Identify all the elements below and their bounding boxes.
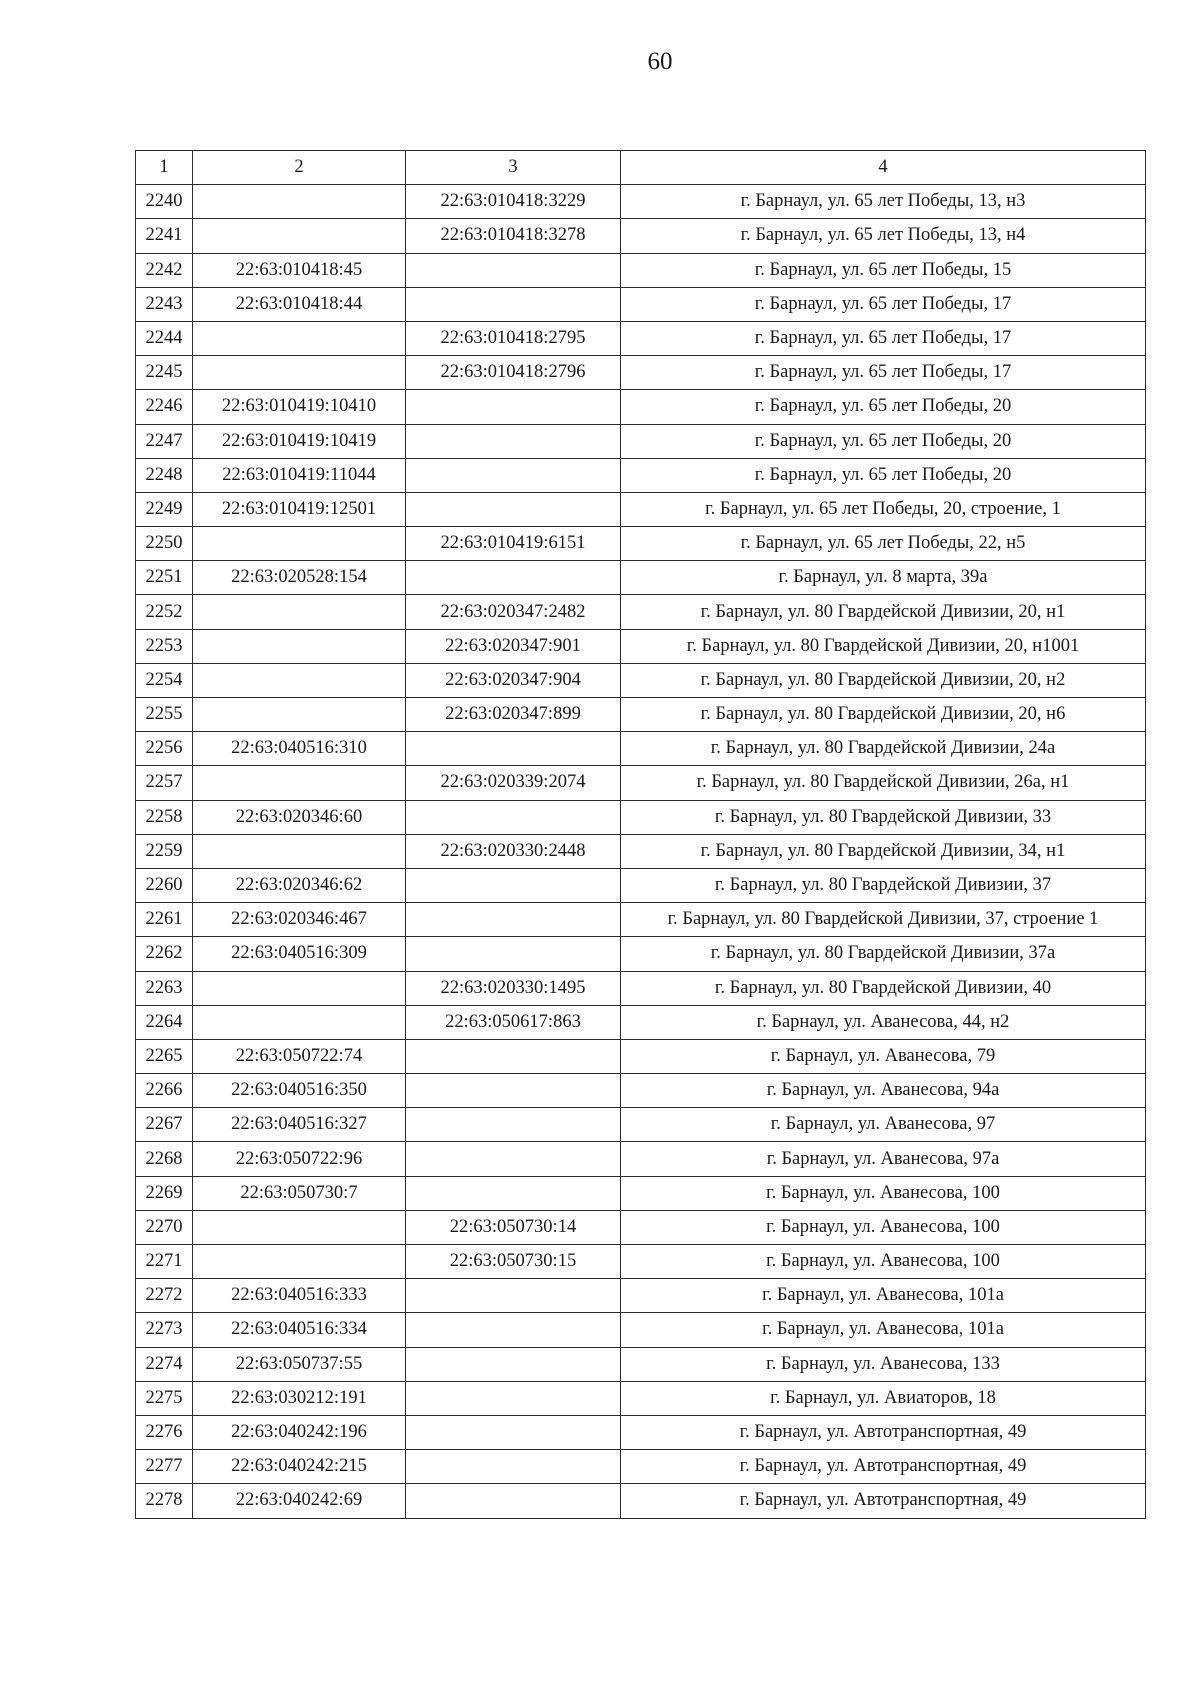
cadastral-number-land-cell: 22:63:010419:11044 [193,458,406,492]
row-number-cell: 2240 [136,185,193,219]
address-cell: г. Барнаул, ул. 80 Гвардейской Дивизии, 34, н1 [621,834,1146,868]
cadastral-number-land-cell: 22:63:040516:327 [193,1108,406,1142]
cadastral-number-land-cell: 22:63:050722:96 [193,1142,406,1176]
row-number-cell: 2241 [136,219,193,253]
table-row [136,185,1146,219]
row-number-cell: 2267 [136,1108,193,1142]
address-cell: г. Барнаул, ул. Автотранспортная, 49 [621,1415,1146,1449]
address-cell: г. Барнаул, ул. 65 лет Победы, 13, н4 [621,219,1146,253]
address-cell: г. Барнаул, ул. 65 лет Победы, 17 [621,321,1146,355]
cadastral-number-building-cell: 22:63:010419:6151 [406,527,621,561]
cadastral-number-land-cell: 22:63:040516:333 [193,1279,406,1313]
address-cell: г. Барнаул, ул. Аванесова, 100 [621,1176,1146,1210]
table-row [136,561,1146,595]
table-row [136,1313,1146,1347]
row-number-cell: 2251 [136,561,193,595]
row-number-cell: 2263 [136,971,193,1005]
table-row [136,1415,1146,1449]
cadastral-number-land-cell [193,698,406,732]
row-number-cell: 2242 [136,253,193,287]
address-cell: г. Барнаул, ул. Авиаторов, 18 [621,1381,1146,1415]
address-cell: г. Барнаул, ул. Аванесова, 100 [621,1210,1146,1244]
cadastral-number-building-cell [406,1176,621,1210]
address-cell: г. Барнаул, ул. Аванесова, 97 [621,1108,1146,1142]
cadastral-number-building-cell [406,424,621,458]
cadastral-number-land-cell [193,1005,406,1039]
row-number-cell: 2266 [136,1074,193,1108]
table-row [136,424,1146,458]
table-row [136,629,1146,663]
table-row [136,527,1146,561]
cadastral-number-land-cell: 22:63:050737:55 [193,1347,406,1381]
address-cell: г. Барнаул, ул. Аванесова, 101а [621,1313,1146,1347]
address-cell: г. Барнаул, ул. 80 Гвардейской Дивизии, 37а [621,937,1146,971]
table-row [136,1039,1146,1073]
table-row [136,971,1146,1005]
cadastral-number-building-cell [406,1108,621,1142]
column-header-4: 4 [621,151,1146,185]
address-cell: г. Барнаул, ул. 65 лет Победы, 20 [621,424,1146,458]
address-cell: г. Барнаул, ул. Аванесова, 100 [621,1245,1146,1279]
table-row [136,458,1146,492]
address-cell: г. Барнаул, ул. 80 Гвардейской Дивизии, 20, н1001 [621,629,1146,663]
address-cell: г. Барнаул, ул. Аванесова, 44, н2 [621,1005,1146,1039]
address-cell: г. Барнаул, ул. 65 лет Победы, 17 [621,356,1146,390]
address-cell: г. Барнаул, ул. 80 Гвардейской Дивизии, 40 [621,971,1146,1005]
row-number-cell: 2278 [136,1484,193,1518]
row-number-cell: 2259 [136,834,193,868]
table-body [136,185,1146,1518]
table-row [136,1005,1146,1039]
cadastral-number-land-cell [193,834,406,868]
address-cell: г. Барнаул, ул. Аванесова, 133 [621,1347,1146,1381]
page-number: 60 [647,48,673,75]
row-number-cell: 2245 [136,356,193,390]
registry-table [135,150,1146,1519]
cadastral-number-land-cell: 22:63:040516:334 [193,1313,406,1347]
row-number-cell: 2258 [136,800,193,834]
cadastral-number-land-cell [193,1210,406,1244]
table-row [136,766,1146,800]
table-row [136,903,1146,937]
cadastral-number-building-cell: 22:63:020330:1495 [406,971,621,1005]
cadastral-number-building-cell [406,1142,621,1176]
cadastral-number-building-cell [406,1313,621,1347]
address-cell: г. Барнаул, ул. 65 лет Победы, 13, н3 [621,185,1146,219]
address-cell: г. Барнаул, ул. Аванесова, 94а [621,1074,1146,1108]
table-row [136,868,1146,902]
address-cell: г. Барнаул, ул. 65 лет Победы, 20, строение, 1 [621,492,1146,526]
cadastral-number-building-cell [406,937,621,971]
row-number-cell: 2248 [136,458,193,492]
cadastral-number-building-cell [406,1415,621,1449]
table-row [136,732,1146,766]
cadastral-number-land-cell [193,356,406,390]
address-cell: г. Барнаул, ул. 65 лет Победы, 17 [621,287,1146,321]
table-row [136,1176,1146,1210]
address-cell: г. Барнаул, ул. 80 Гвардейской Дивизии, 26а, н1 [621,766,1146,800]
cadastral-number-land-cell: 22:63:020346:467 [193,903,406,937]
cadastral-number-building-cell: 22:63:010418:2795 [406,321,621,355]
cadastral-number-land-cell: 22:63:010419:12501 [193,492,406,526]
cadastral-number-building-cell [406,1074,621,1108]
cadastral-number-building-cell [406,1484,621,1518]
cadastral-number-building-cell [406,800,621,834]
cadastral-number-land-cell: 22:63:040242:196 [193,1415,406,1449]
address-cell: г. Барнаул, ул. Автотранспортная, 49 [621,1484,1146,1518]
address-cell: г. Барнаул, ул. Аванесова, 79 [621,1039,1146,1073]
table-row [136,253,1146,287]
row-number-cell: 2264 [136,1005,193,1039]
row-number-cell: 2260 [136,868,193,902]
address-cell: г. Барнаул, ул. 80 Гвардейской Дивизии, 20, н2 [621,663,1146,697]
cadastral-number-land-cell [193,321,406,355]
table-row [136,1074,1146,1108]
cadastral-number-land-cell [193,663,406,697]
table-row [136,492,1146,526]
row-number-cell: 2271 [136,1245,193,1279]
table-row [136,321,1146,355]
cadastral-number-land-cell: 22:63:040242:215 [193,1450,406,1484]
row-number-cell: 2275 [136,1381,193,1415]
row-number-cell: 2276 [136,1415,193,1449]
cadastral-number-land-cell: 22:63:040516:309 [193,937,406,971]
table-row [136,1279,1146,1313]
table-row [136,1347,1146,1381]
cadastral-number-building-cell [406,390,621,424]
cadastral-number-land-cell: 22:63:040516:310 [193,732,406,766]
row-number-cell: 2268 [136,1142,193,1176]
cadastral-number-building-cell: 22:63:020347:904 [406,663,621,697]
table-row [136,800,1146,834]
cadastral-number-land-cell [193,629,406,663]
address-cell: г. Барнаул, ул. 80 Гвардейской Дивизии, 37 [621,868,1146,902]
cadastral-number-building-cell: 22:63:050617:863 [406,1005,621,1039]
row-number-cell: 2256 [136,732,193,766]
cadastral-number-building-cell: 22:63:010418:3229 [406,185,621,219]
table-row [136,1108,1146,1142]
cadastral-number-building-cell [406,458,621,492]
address-cell: г. Барнаул, ул. 80 Гвардейской Дивизии, 24а [621,732,1146,766]
row-number-cell: 2250 [136,527,193,561]
cadastral-number-land-cell [193,1245,406,1279]
address-cell: г. Барнаул, ул. 80 Гвардейской Дивизии, 33 [621,800,1146,834]
cadastral-number-building-cell: 22:63:020330:2448 [406,834,621,868]
cadastral-number-land-cell: 22:63:020346:60 [193,800,406,834]
row-number-cell: 2243 [136,287,193,321]
row-number-cell: 2247 [136,424,193,458]
table-row [136,287,1146,321]
table-row [136,1450,1146,1484]
address-cell: г. Барнаул, ул. 65 лет Победы, 20 [621,458,1146,492]
row-number-cell: 2254 [136,663,193,697]
cadastral-number-land-cell: 22:63:030212:191 [193,1381,406,1415]
cadastral-number-building-cell: 22:63:050730:14 [406,1210,621,1244]
address-cell: г. Барнаул, ул. 80 Гвардейской Дивизии, 20, н6 [621,698,1146,732]
row-number-cell: 2252 [136,595,193,629]
cadastral-number-building-cell: 22:63:020347:2482 [406,595,621,629]
table-row [136,1484,1146,1518]
cadastral-number-building-cell [406,561,621,595]
column-header-2: 2 [193,151,406,185]
row-number-cell: 2270 [136,1210,193,1244]
cadastral-number-building-cell [406,492,621,526]
cadastral-number-land-cell: 22:63:040242:69 [193,1484,406,1518]
row-number-cell: 2262 [136,937,193,971]
cadastral-number-land-cell: 22:63:010419:10419 [193,424,406,458]
cadastral-number-land-cell [193,595,406,629]
cadastral-number-building-cell [406,868,621,902]
table-row [136,595,1146,629]
row-number-cell: 2272 [136,1279,193,1313]
table-row [136,937,1146,971]
table-row [136,663,1146,697]
cadastral-number-land-cell [193,971,406,1005]
cadastral-number-land-cell [193,219,406,253]
cadastral-number-building-cell: 22:63:020339:2074 [406,766,621,800]
cadastral-number-building-cell: 22:63:010418:2796 [406,356,621,390]
row-number-cell: 2253 [136,629,193,663]
row-number-cell: 2277 [136,1450,193,1484]
row-number-cell: 2244 [136,321,193,355]
cadastral-number-building-cell: 22:63:010418:3278 [406,219,621,253]
cadastral-number-land-cell [193,527,406,561]
cadastral-number-building-cell: 22:63:020347:899 [406,698,621,732]
row-number-cell: 2257 [136,766,193,800]
cadastral-number-land-cell [193,766,406,800]
cadastral-number-building-cell [406,1450,621,1484]
column-header-1: 1 [136,151,193,185]
row-number-cell: 2261 [136,903,193,937]
address-cell: г. Барнаул, ул. Аванесова, 101а [621,1279,1146,1313]
column-header-3: 3 [406,151,621,185]
cadastral-number-land-cell: 22:63:020346:62 [193,868,406,902]
cadastral-number-building-cell: 22:63:020347:901 [406,629,621,663]
row-number-cell: 2269 [136,1176,193,1210]
address-cell: г. Барнаул, ул. 8 марта, 39а [621,561,1146,595]
table-row [136,834,1146,868]
cadastral-number-land-cell: 22:63:010418:45 [193,253,406,287]
row-number-cell: 2246 [136,390,193,424]
table-row [136,1142,1146,1176]
address-cell: г. Барнаул, ул. 65 лет Победы, 22, н5 [621,527,1146,561]
address-cell: г. Барнаул, ул. 65 лет Победы, 20 [621,390,1146,424]
cadastral-number-building-cell [406,732,621,766]
cadastral-number-land-cell: 22:63:050722:74 [193,1039,406,1073]
address-cell: г. Барнаул, ул. 80 Гвардейской Дивизии, 20, н1 [621,595,1146,629]
table-row [136,1381,1146,1415]
cadastral-number-building-cell [406,287,621,321]
cadastral-number-land-cell: 22:63:050730:7 [193,1176,406,1210]
address-cell: г. Барнаул, ул. Автотранспортная, 49 [621,1450,1146,1484]
address-cell: г. Барнаул, ул. 80 Гвардейской Дивизии, 37, строение 1 [621,903,1146,937]
cadastral-number-building-cell: 22:63:050730:15 [406,1245,621,1279]
table-row [136,1245,1146,1279]
cadastral-number-building-cell [406,1279,621,1313]
table-row [136,356,1146,390]
row-number-cell: 2255 [136,698,193,732]
row-number-cell: 2273 [136,1313,193,1347]
cadastral-number-building-cell [406,903,621,937]
cadastral-number-land-cell: 22:63:010419:10410 [193,390,406,424]
table-row [136,390,1146,424]
row-number-cell: 2274 [136,1347,193,1381]
cadastral-number-land-cell: 22:63:020528:154 [193,561,406,595]
address-cell: г. Барнаул, ул. 65 лет Победы, 15 [621,253,1146,287]
cadastral-number-land-cell: 22:63:040516:350 [193,1074,406,1108]
row-number-cell: 2265 [136,1039,193,1073]
cadastral-number-land-cell: 22:63:010418:44 [193,287,406,321]
cadastral-number-building-cell [406,1039,621,1073]
cadastral-number-building-cell [406,1347,621,1381]
cadastral-number-land-cell [193,185,406,219]
row-number-cell: 2249 [136,492,193,526]
cadastral-number-building-cell [406,1381,621,1415]
table-row [136,219,1146,253]
table-row [136,698,1146,732]
header-row [136,151,1146,185]
cadastral-number-building-cell [406,253,621,287]
table-row [136,1210,1146,1244]
address-cell: г. Барнаул, ул. Аванесова, 97а [621,1142,1146,1176]
